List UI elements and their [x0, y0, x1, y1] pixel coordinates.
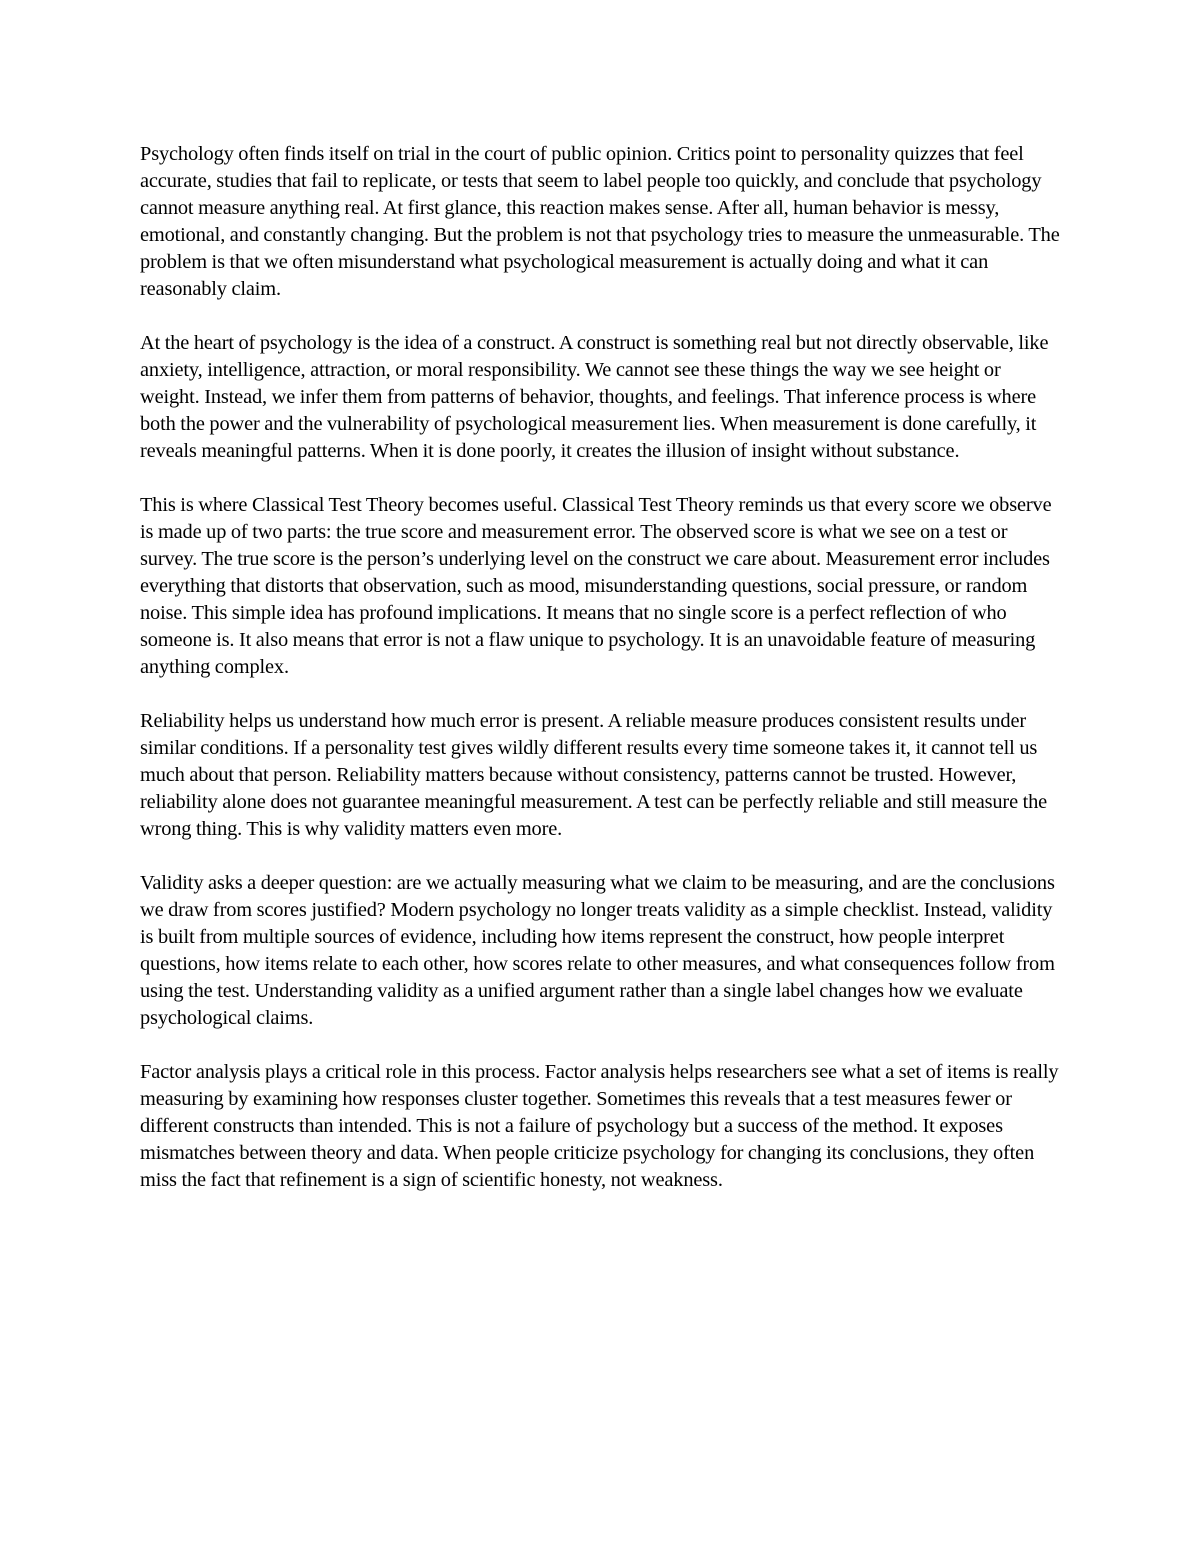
paragraph-reliability: Reliability helps us understand how much error is present. A reliable measure produces consistent results under similar conditions. If a personality test gives wildly different results every time someone takes it, it cannot tell us much about that person. Reliability matters because without consistency, patterns cannot be trusted. However, reliability alone does not guarantee meaningful measurement. A test can be perfectly reliable and still measure the wrong thing. This is why validity matters even more.	[140, 710, 1048, 840]
paragraph-factor-analysis: Factor analysis plays a critical role in this process. Factor analysis helps researchers see what a set of items is really measuring by examining how responses cluster together. Sometimes this reveals that a test measures fewer or different constructs than intended. This is not a failure of psychology but a success of the method. It exposes mismatches between theory and data. When people criticize psychology for changing its conclusions, they often miss the fact that refinement is a sign of scientific honesty, not weakness.	[140, 1061, 1059, 1191]
paragraph-classical-test-theory: This is where Classical Test Theory becomes useful. Classical Test Theory reminds us that every score we observe is made up of two parts: the true score and measurement error. The observed score is what we see on a test or survey. The true score is the person’s underlying level on the construct we care about. Measurement error includes everything that distorts that observation, such as mood, misunderstanding questions, social pressure, or random noise. This simple idea has profound implications. It means that no single score is a perfect reflection of who someone is. It also means that error is not a flaw unique to psychology. It is an unavoidable feature of measuring anything complex.	[140, 494, 1052, 678]
paragraph-intro: Psychology often finds itself on trial in the court of public opinion. Critics point to personality quizzes that feel accurate, studies that fail to replicate, or tests that seem to label people too quickly, and conclude that psychology cannot measure anything real. At first glance, this reaction makes sense. After all, human behavior is messy, emotional, and constantly changing. But the problem is not that psychology tries to measure the unmeasurable. The problem is that we often misunderstand what psychological measurement is actually doing and what it can reasonably claim.	[140, 143, 1060, 300]
paragraph-validity: Validity asks a deeper question: are we actually measuring what we claim to be measuring, and are the conclusions we draw from scores justified? Modern psychology no longer treats validity as a simple checklist. Instead, validity is built from multiple sources of evidence, including how items represent the construct, how people interpret questions, how items relate to each other, how scores relate to other measures, and what consequences follow from using the test. Understanding validity as a unified argument rather than a single label changes how we evaluate psychological claims.	[140, 872, 1055, 1029]
paragraph-constructs: At the heart of psychology is the idea of a construct. A construct is something real but not directly observable, like anxiety, intelligence, attraction, or moral responsibility. We cannot see these things the way we see height or weight. Instead, we infer them from patterns of behavior, thoughts, and feelings. That inference process is where both the power and the vulnerability of psychological measurement lies. When measurement is done carefully, it reveals meaningful patterns. When it is done poorly, it creates the illusion of insight without substance.	[140, 332, 1049, 462]
